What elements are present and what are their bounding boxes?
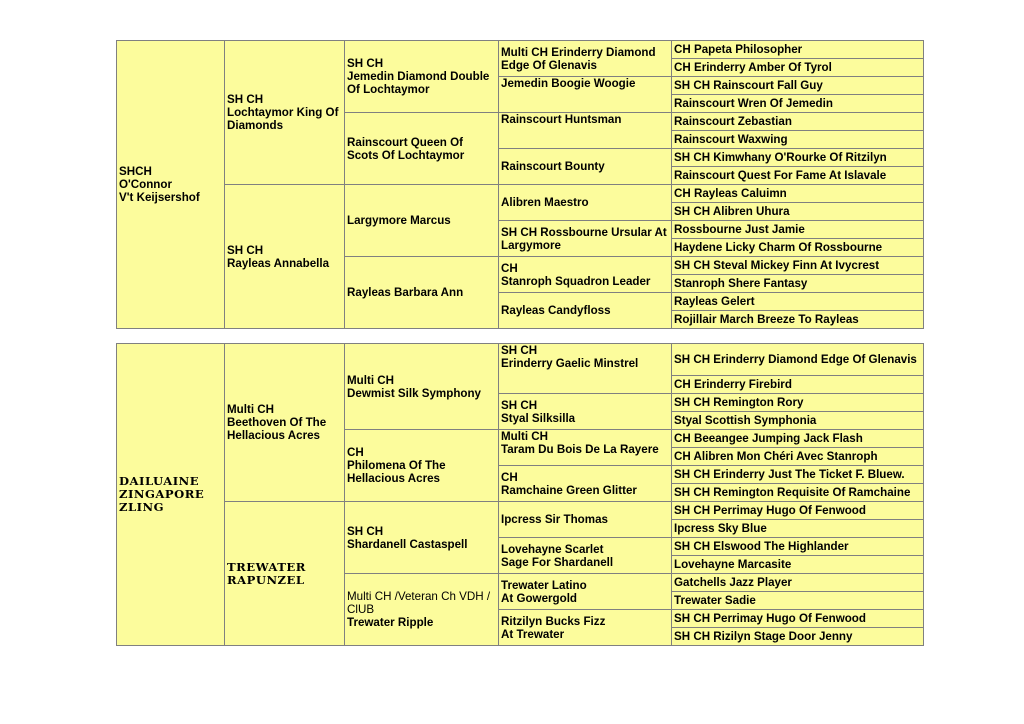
great-grandparent-cell [499,430,672,466]
great-great-grandparent-cell: SH CH Perrimay Hugo Of Fenwood [672,502,924,520]
great-great-grandparent-cell: SH CH Rizilyn Stage Door Jenny [672,628,924,646]
dam-name-line: RAPUNZEL [227,572,305,587]
great-grandparent-name-line: Ritzilyn Bucks Fizz [501,614,606,628]
great-grandparent-name: Taram Du Bois De La Rayere [501,443,659,456]
pedigree-table-bottom [116,343,924,646]
great-great-grandparent-cell: Haydene Licky Charm Of Rossbourne [672,239,924,257]
great-grandparent-name-line: At Gowergold [501,591,577,605]
great-great-grandparent-cell: SH CH Elswood The Highlander [672,538,924,556]
great-grandparent-cell [499,394,672,430]
grandparent-cell: Rainscourt Queen Of Scots Of Lochtaymor [345,113,499,185]
great-great-grandparent-cell: CH Erinderry Firebird [672,376,924,394]
great-great-grandparent-cell: SH CH Kimwhany O'Rourke Of Ritzilyn [672,149,924,167]
great-grandparent-cell: Multi CH Erinderry Diamond Edge Of Glenavis [499,41,672,77]
great-grandparent-name: Styal Silksilla [501,411,576,425]
dam-cell [225,502,345,646]
title-prefix: CH [501,261,518,275]
dam-cell [225,185,345,329]
grandparent-name: Shardanell Castaspell [347,537,468,551]
great-great-grandparent-cell: CH Rayleas Caluimn [672,185,924,203]
great-grandparent-cell [499,344,672,394]
grandparent-name: Philomena Of The Hellacious Acres [347,459,446,485]
title-prefix: SHCH [119,165,152,178]
great-great-grandparent-cell: Rainscourt Quest For Fame At Islavale [672,167,924,185]
great-great-grandparent-cell: Trewater Sadie [672,592,924,610]
title-prefix: SH CH [227,93,264,106]
great-great-grandparent-cell: SH CH Perrimay Hugo Of Fenwood [672,610,924,628]
great-great-grandparent-cell: Lovehayne Marcasite [672,556,924,574]
great-great-grandparent-cell: Ipcress Sky Blue [672,520,924,538]
title-prefix: SH CH [347,524,384,538]
great-great-grandparent-cell: SH CH Erinderry Diamond Edge Of Glenavis [672,344,924,376]
great-great-grandparent-cell: Gatchells Jazz Player [672,574,924,592]
great-grandparent-cell: Rainscourt Huntsman [499,113,672,149]
great-grandparent-cell: Ipcress Sir Thomas [499,502,672,538]
great-great-grandparent-cell: SH CH Remington Requisite Of Ramchaine [672,484,924,502]
great-grandparent-name-line: Lovehayne Scarlet [501,542,604,556]
great-great-grandparent-cell: Stanroph Shere Fantasy [672,275,924,293]
great-great-grandparent-cell: CH Alibren Mon Chéri Avec Stanroph [672,448,924,466]
dog-name-line: DAILUAINE [119,474,200,488]
sire-cell [225,41,345,185]
great-great-grandparent-cell: SH CH Remington Rory [672,394,924,412]
great-great-grandparent-cell: Rainscourt Wren Of Jemedin [672,95,924,113]
great-grandparent-name: Stanroph Squadron Leader [501,274,651,288]
grandsire-name: Dewmist Silk Symphony [347,386,482,400]
great-great-grandparent-cell: CH Papeta Philosopher [672,41,924,59]
great-grandparent-cell: Rayleas Candyfloss [499,293,672,329]
great-great-grandparent-cell: Rainscourt Waxwing [672,131,924,149]
great-grandparent-cell [499,610,672,646]
grandsire-name: Jemedin Diamond Double Of Lochtaymor [347,70,490,96]
title-prefix: SH CH [227,243,264,257]
grandparent-cell [345,574,499,646]
great-grandparent-name-line: Sage For Shardanell [501,555,614,569]
great-grandparent-name-line: Trewater Latino [501,578,587,592]
great-grandparent-name: Erinderry Gaelic Minstrel [501,357,639,370]
great-great-grandparent-cell: CH Beeangee Jumping Jack Flash [672,430,924,448]
grandsire-cell [345,41,499,113]
great-grandparent-name-line: At Trewater [501,627,565,641]
great-grandparent-cell: Alibren Maestro [499,185,672,221]
title-prefix: Multi CH [347,373,395,387]
great-great-grandparent-cell: Rayleas Gelert [672,293,924,311]
grandparent-name: Trewater Ripple [347,616,434,629]
grandsire-cell [345,344,499,430]
grandparent-cell: Rayleas Barbara Ann [345,257,499,329]
great-great-grandparent-cell: Rossbourne Just Jamie [672,221,924,239]
sire-name: Beethoven Of The Hellacious Acres [227,416,327,442]
title-prefix: CH [347,446,364,459]
title-prefix: SH CH [501,398,538,412]
great-great-grandparent-cell: Rainscourt Zebastian [672,113,924,131]
great-grandparent-cell [499,466,672,502]
title-prefix: Multi CH [227,403,275,416]
title-prefix: Multi CH [501,430,549,443]
great-grandparent-cell [499,538,672,574]
great-great-grandparent-cell: CH Erinderry Amber Of Tyrol [672,59,924,77]
dog-name-cell [117,344,225,646]
title-prefix: CH [501,470,518,484]
great-great-grandparent-cell: Styal Scottish Symphonia [672,412,924,430]
dam-name-line: TREWATER [227,559,306,574]
sire-name: Lochtaymor King Of Diamonds [227,106,339,132]
great-great-grandparent-cell: Rojillair March Breeze To Rayleas [672,311,924,329]
great-great-grandparent-cell: SH CH Rainscourt Fall Guy [672,77,924,95]
title-prefix: SH CH [347,57,384,70]
title-prefix: Multi CH /Veteran Ch VDH / ClUB [347,590,491,616]
great-grandparent-cell [499,257,672,293]
dog-name-line: ZLING [119,500,165,514]
great-grandparent-name: Ramchaine Green Glitter [501,483,637,497]
grandparent-cell [345,430,499,502]
great-great-grandparent-cell: SH CH Alibren Uhura [672,203,924,221]
great-grandparent-cell: Jemedin Boogie Woogie [499,77,672,113]
great-grandparent-cell: Rainscourt Bounty [499,149,672,185]
dog-name-cell [117,41,225,329]
dog-name-line: O'Connor [119,178,172,191]
dog-name-line: ZINGAPORE [119,487,205,501]
great-grandparent-cell [499,574,672,610]
great-great-grandparent-cell: SH CH Steval Mickey Finn At Ivycrest [672,257,924,275]
grandparent-cell: Largymore Marcus [345,185,499,257]
grandparent-cell [345,502,499,574]
dam-name: Rayleas Annabella [227,256,330,270]
sire-cell [225,344,345,502]
pedigree-table-top [116,40,924,329]
title-prefix: SH CH [501,344,538,357]
great-grandparent-cell: SH CH Rossbourne Ursular At Largymore [499,221,672,257]
dog-name-line: V't Keijsershof [119,191,200,204]
great-great-grandparent-cell: SH CH Erinderry Just The Ticket F. Bluew. [672,466,924,484]
